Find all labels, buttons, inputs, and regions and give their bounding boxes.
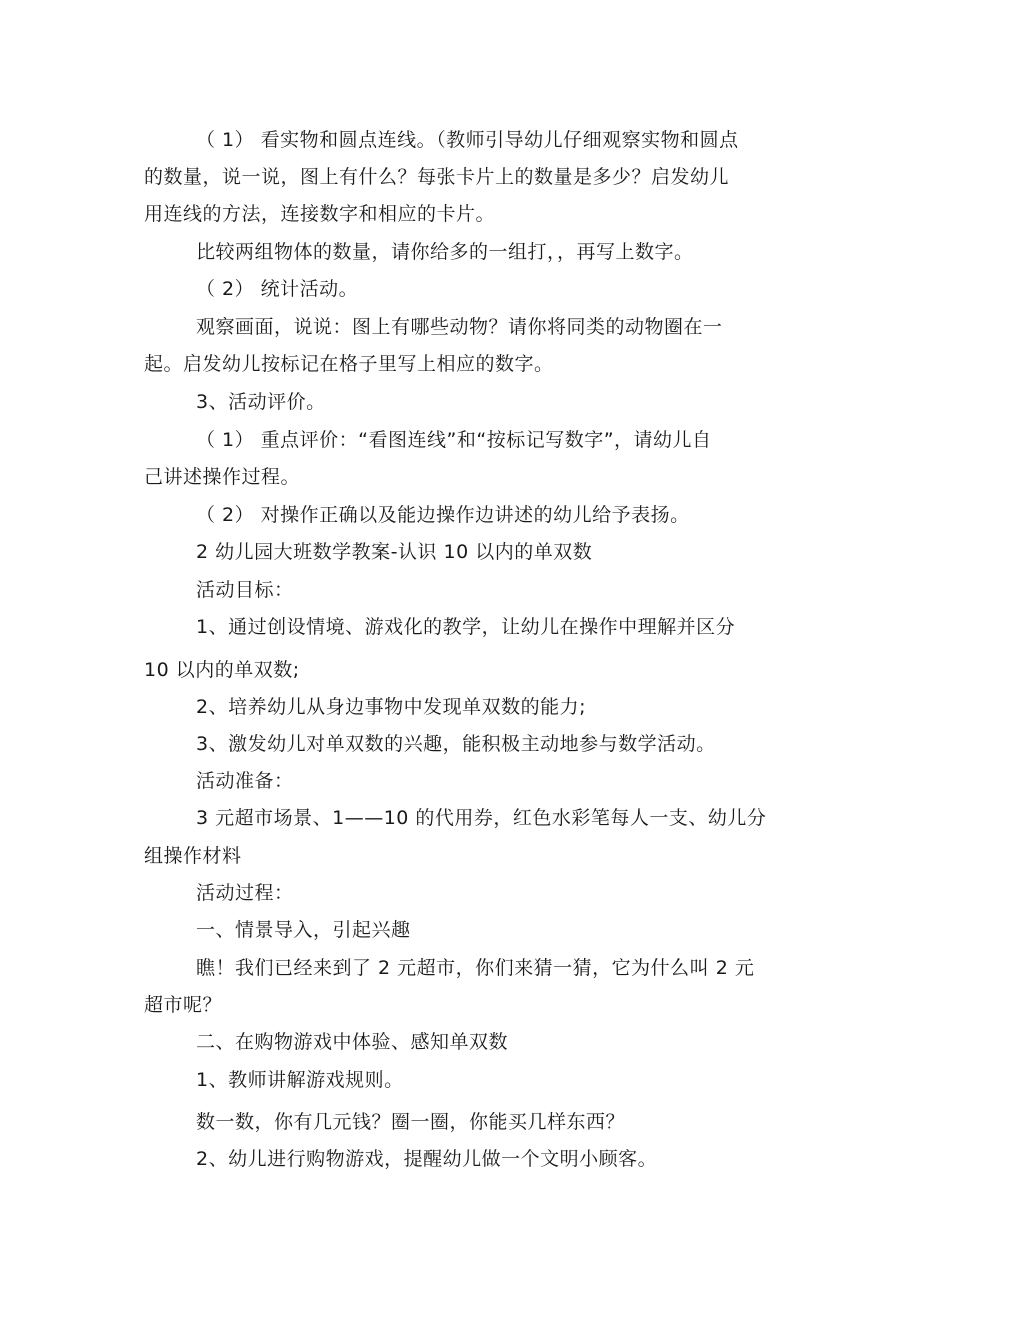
text-line: 组操作材料 [144, 845, 242, 867]
text-line: 二、在购物游戏中体验、感知单双数 [196, 1031, 509, 1053]
text-line: 1、通过创设情境、游戏化的教学，让幼儿在操作中理解并区分 [196, 616, 736, 638]
text-line: 超市呢？ [144, 994, 223, 1016]
text-line: 用连线的方法，连接数字和相应的卡片。 [144, 203, 496, 225]
subheading: 活动过程： [196, 882, 294, 904]
text-line: （ 2） 对操作正确以及能边操作边讲述的幼儿给予表扬。 [196, 504, 690, 526]
section-heading: 2 幼儿园大班数学教案-认识 10 以内的单双数 [196, 541, 593, 563]
text-line: 10 以内的单双数; [144, 659, 300, 681]
text-line: 3、活动评价。 [196, 391, 326, 413]
text-line: （ 1） 看实物和圆点连线。（教师引导幼儿仔细观察实物和圆点 [196, 129, 739, 151]
text-line: 数一数，你有几元钱？圈一圈，你能买几样东西？ [196, 1111, 626, 1133]
text-line: 己讲述操作过程。 [144, 466, 301, 488]
text-line: 3、激发幼儿对单双数的兴趣，能积极主动地参与数学活动。 [196, 733, 716, 755]
text-line: 观察画面，说说：图上有哪些动物？请你将同类的动物圈在一 [196, 316, 723, 338]
text-line: 1、教师讲解游戏规则。 [196, 1069, 404, 1091]
subheading: 活动准备： [196, 770, 294, 792]
text-line: 一、情景导入，引起兴趣 [196, 919, 411, 941]
text-line: 的数量，说一说，图上有什么？每张卡片上的数量是多少？启发幼儿 [144, 166, 730, 188]
subheading: 活动目标： [196, 579, 294, 601]
text-line: 3 元超市场景、1——10 的代用券，红色水彩笔每人一支、幼儿分 [196, 807, 767, 829]
text-line: （ 2） 统计活动。 [196, 278, 359, 300]
text-line: 瞧！我们已经来到了 2 元超市，你们来猜一猜，它为什么叫 2 元 [196, 957, 755, 979]
text-line: 起。启发幼儿按标记在格子里写上相应的数字。 [144, 353, 554, 375]
text-line: （ 1） 重点评价：“看图连线”和“按标记写数字”，请幼儿自 [196, 429, 712, 451]
text-line: 2、培养幼儿从身边事物中发现单双数的能力; [196, 696, 586, 718]
text-line: 2、幼儿进行购物游戏，提醒幼儿做一个文明小顾客。 [196, 1148, 658, 1170]
text-line: 比较两组物体的数量，请你给多的一组打，，再写上数字。 [196, 241, 694, 263]
